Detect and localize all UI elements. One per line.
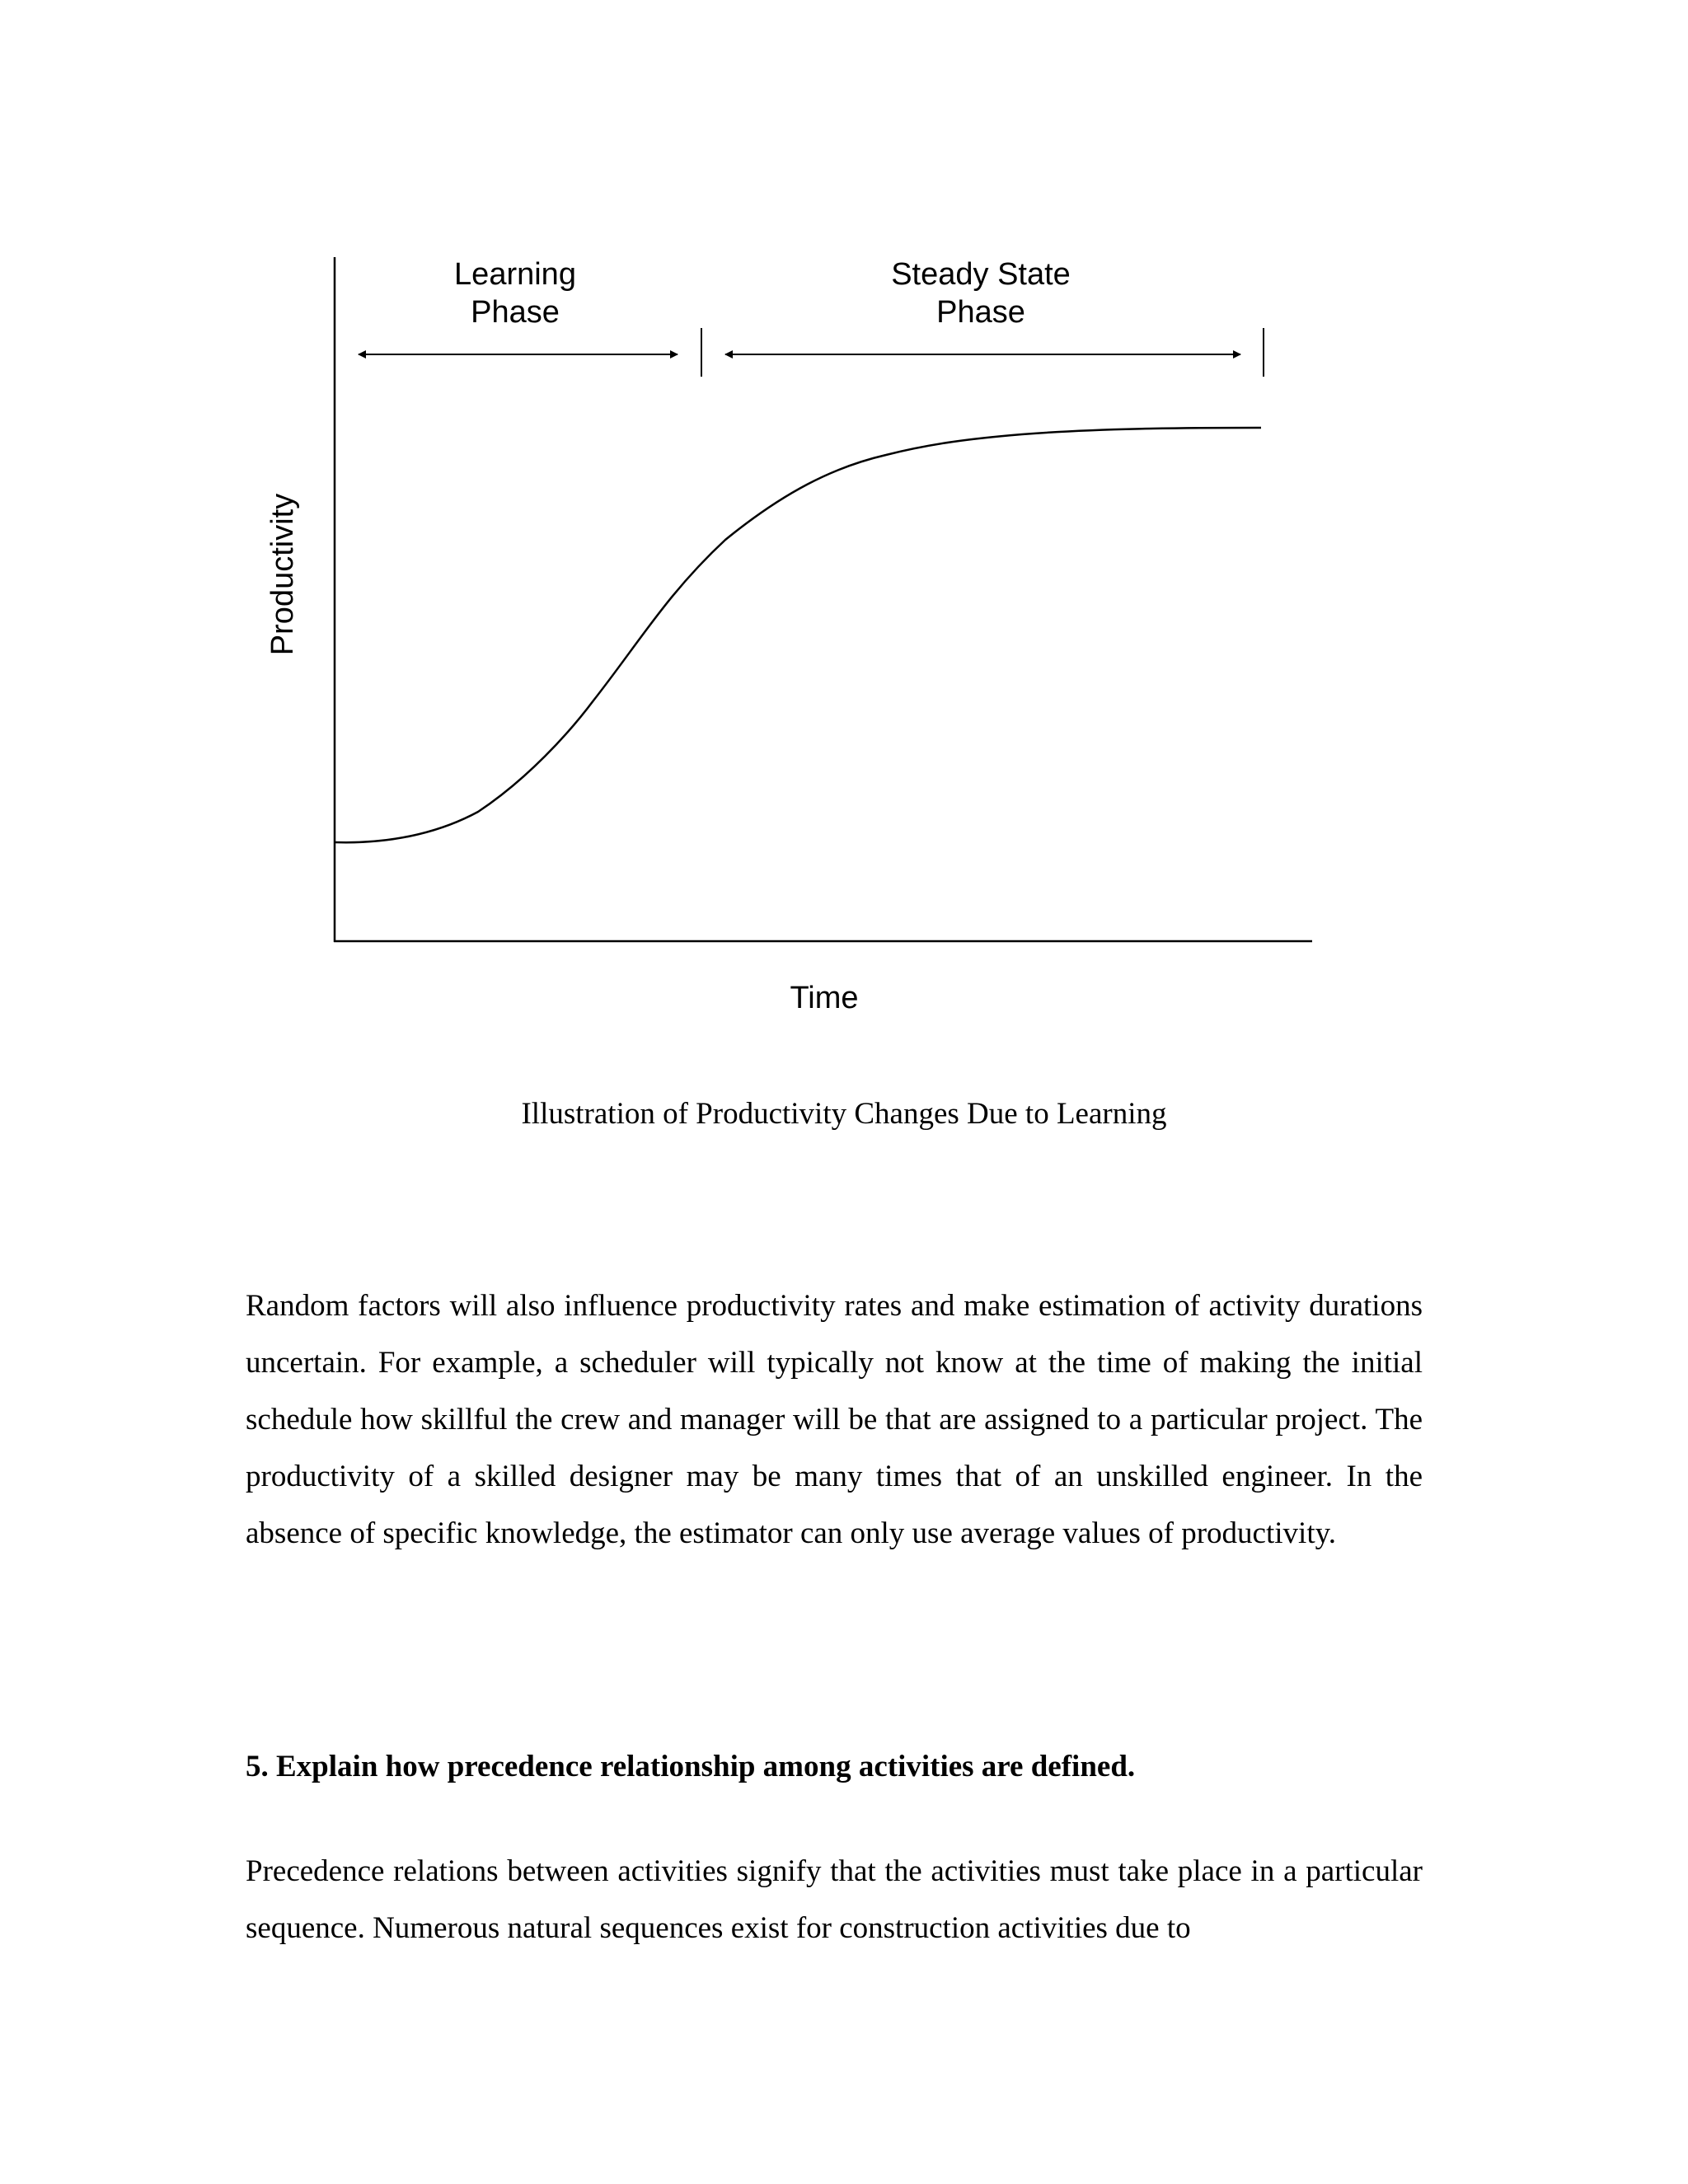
learning-phase-label: Learning Phase bbox=[454, 257, 576, 330]
learning-curve-figure bbox=[0, 0, 1688, 1071]
learning-curve-chart bbox=[0, 0, 1688, 1071]
productivity-curve bbox=[335, 428, 1261, 842]
y-axis-label: Productivity bbox=[265, 493, 300, 656]
figure-caption: Illustration of Productivity Changes Due to Learning bbox=[521, 1097, 1167, 1131]
x-axis-label: Time bbox=[790, 981, 859, 1015]
paragraph-random-factors: Random factors will also influence productivity rates and make estimation of activity durations uncertain. For example, a scheduler will typically not know at the time of making the initial schedule how skillful the crew and manager will be that are assigned to a particular project. The productivity of a skilled designer may be many times that of an unskilled engineer. In the absence of specific knowledge, the estimator can only use average values of productivity. bbox=[246, 1289, 1423, 1550]
steady-state-phase-label: Steady State Phase bbox=[891, 257, 1071, 330]
section-heading: 5. Explain how precedence relationship among activities are defined. bbox=[246, 1750, 1136, 1783]
paragraph-precedence-relations: Precedence relations between activities signify that the activities must take place in a particular sequence. Numerous natural sequences exist for construction activities due to bbox=[246, 1854, 1423, 1945]
